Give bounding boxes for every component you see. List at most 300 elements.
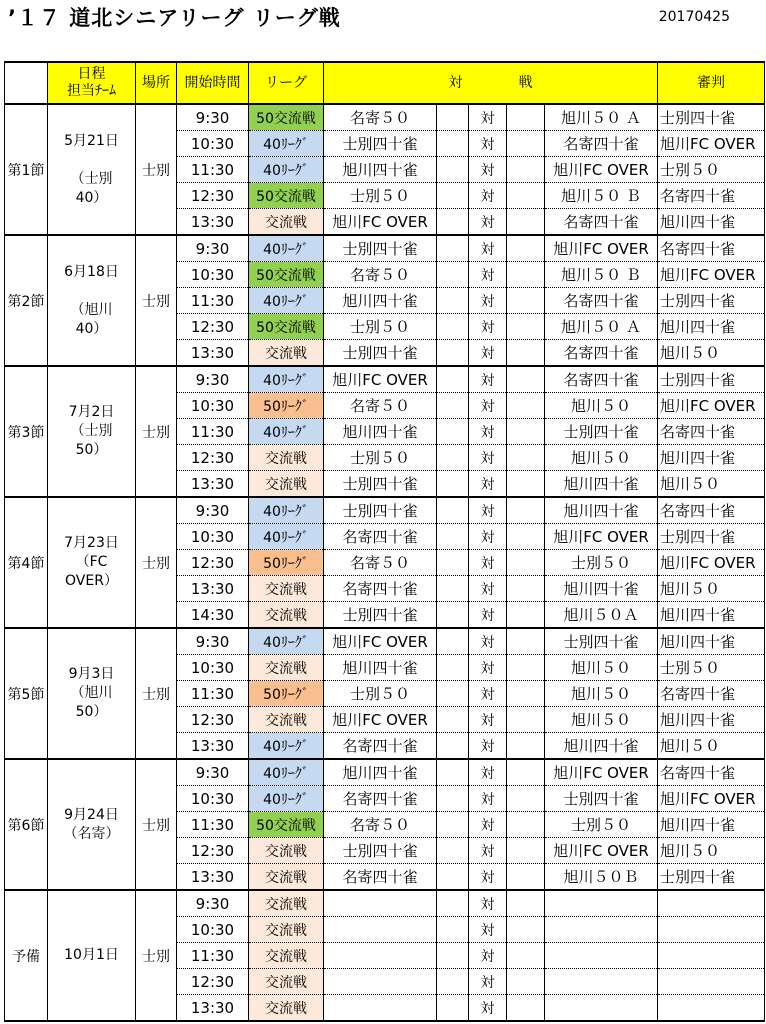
home-team — [324, 969, 437, 995]
start-time: 10:30 — [177, 524, 249, 550]
section-place: 士別 — [136, 235, 177, 366]
home-team — [324, 890, 437, 917]
referee-team: 旭川四十雀 — [658, 314, 765, 340]
section-name: 予備 — [5, 890, 48, 1021]
vs-label: 対 — [469, 681, 507, 707]
home-team: 士別四十雀 — [324, 131, 437, 157]
spacer-cell — [437, 340, 469, 367]
start-time: 10:30 — [177, 393, 249, 419]
start-time: 13:30 — [177, 995, 249, 1022]
away-team: 旭川四十雀 — [545, 471, 658, 498]
schedule-line: 40） — [75, 189, 108, 206]
spacer-cell — [437, 393, 469, 419]
page-title: ’１７ 道北シニアリーグ リーグ戦 — [8, 6, 341, 30]
schedule-line: （士別 — [70, 423, 113, 439]
home-team: 旭川四十雀 — [324, 419, 437, 445]
referee-team: 旭川FC OVER — [658, 393, 765, 419]
home-team: 名寄５０ — [324, 550, 437, 576]
spacer-cell — [437, 707, 469, 733]
start-time: 13:30 — [177, 864, 249, 891]
spacer-cell — [437, 497, 469, 524]
header-place: 場所 — [136, 62, 177, 104]
away-team: 旭川５０ Ｂ — [545, 183, 658, 209]
start-time: 10:30 — [177, 655, 249, 681]
league-type: 交流戦 — [249, 995, 324, 1022]
away-team: 旭川５０ Ａ — [545, 104, 658, 131]
vs-label: 対 — [469, 707, 507, 733]
league-type: 交流戦 — [249, 209, 324, 236]
home-team: 士別５０ — [324, 314, 437, 340]
referee-team: 旭川四十雀 — [658, 707, 765, 733]
league-type: 40ﾘｰｸﾞ — [249, 131, 324, 157]
section-name: 第2節 — [5, 235, 48, 366]
schedule-line: （名寄） — [63, 825, 120, 842]
spacer-cell — [507, 655, 545, 681]
away-team — [545, 890, 658, 917]
match-row — [5, 497, 765, 524]
spacer-cell — [507, 576, 545, 602]
league-type: 交流戦 — [249, 707, 324, 733]
referee-team — [658, 943, 765, 969]
home-team: 旭川四十雀 — [324, 288, 437, 314]
league-type: 交流戦 — [249, 602, 324, 629]
schedule-line: 9月24日 — [64, 806, 119, 823]
section-place: 士別 — [136, 759, 177, 890]
spacer-cell — [507, 786, 545, 812]
vs-label: 対 — [469, 969, 507, 995]
start-time: 9:30 — [177, 628, 249, 655]
section-name: 第1節 — [5, 104, 48, 235]
spacer-cell — [507, 969, 545, 995]
start-time: 11:30 — [177, 157, 249, 183]
schedule-line: （旭川 — [70, 685, 113, 701]
vs-label: 対 — [469, 497, 507, 524]
referee-team: 士別５０ — [658, 655, 765, 681]
document-date: 20170425 — [658, 9, 730, 25]
league-type: 交流戦 — [249, 917, 324, 943]
spacer-cell — [437, 262, 469, 288]
home-team: 旭川FC OVER — [324, 366, 437, 393]
away-team: 旭川FC OVER — [545, 759, 658, 786]
spacer-cell — [507, 104, 545, 131]
away-team: 名寄四十雀 — [545, 131, 658, 157]
schedule-line: OVER） — [65, 573, 118, 589]
referee-team: 旭川FC OVER — [658, 131, 765, 157]
home-team: 名寄５０ — [324, 393, 437, 419]
league-type: 交流戦 — [249, 340, 324, 367]
referee-team: 旭川５０ — [658, 471, 765, 498]
league-type: 交流戦 — [249, 838, 324, 864]
section-name: 第3節 — [5, 366, 48, 497]
away-team: 旭川四十雀 — [545, 497, 658, 524]
league-type: 50交流戦 — [249, 183, 324, 209]
start-time: 12:30 — [177, 838, 249, 864]
spacer-cell — [437, 838, 469, 864]
home-team: 名寄５０ — [324, 812, 437, 838]
home-team: 名寄四十雀 — [324, 733, 437, 760]
spacer-cell — [507, 890, 545, 917]
spacer-cell — [437, 890, 469, 917]
vs-label: 対 — [469, 524, 507, 550]
spacer-cell — [507, 340, 545, 367]
header-league: リーグ — [249, 62, 324, 104]
away-team: 旭川５０ Ｂ — [545, 262, 658, 288]
header-schedule-line1: 日程 — [77, 66, 106, 82]
spacer-cell — [437, 471, 469, 498]
spacer-cell — [437, 131, 469, 157]
vs-label: 対 — [469, 602, 507, 629]
spacer-cell — [437, 550, 469, 576]
spacer-cell — [437, 445, 469, 471]
away-team: 旭川FC OVER — [545, 235, 658, 262]
spacer-cell — [437, 288, 469, 314]
home-team: 士別５０ — [324, 183, 437, 209]
away-team: 旭川５０ — [545, 655, 658, 681]
start-time: 9:30 — [177, 759, 249, 786]
referee-team: 旭川FC OVER — [658, 262, 765, 288]
spacer-cell — [437, 628, 469, 655]
section-schedule — [48, 366, 136, 497]
schedule-line: （FC — [75, 554, 108, 570]
spacer-cell — [507, 602, 545, 629]
away-team: 旭川５０ Ａ — [545, 314, 658, 340]
vs-label: 対 — [469, 550, 507, 576]
referee-team: 旭川四十雀 — [658, 812, 765, 838]
league-type: 50交流戦 — [249, 812, 324, 838]
start-time: 9:30 — [177, 104, 249, 131]
referee-team: 旭川FC OVER — [658, 550, 765, 576]
schedule-line: 50） — [75, 704, 108, 720]
section-schedule — [48, 890, 136, 1021]
home-team: 士別５０ — [324, 445, 437, 471]
league-type: 交流戦 — [249, 864, 324, 891]
spacer-cell — [507, 550, 545, 576]
home-team: 旭川FC OVER — [324, 707, 437, 733]
away-team — [545, 969, 658, 995]
schedule-line: 50） — [75, 442, 108, 458]
away-team — [545, 995, 658, 1022]
schedule-line: 7月23日 — [64, 535, 119, 551]
home-team: 士別四十雀 — [324, 602, 437, 629]
start-time: 13:30 — [177, 471, 249, 498]
spacer-cell — [437, 419, 469, 445]
spacer-cell — [437, 995, 469, 1022]
start-time: 10:30 — [177, 786, 249, 812]
league-type: 交流戦 — [249, 445, 324, 471]
match-row — [5, 366, 765, 393]
home-team — [324, 995, 437, 1022]
home-team: 名寄四十雀 — [324, 786, 437, 812]
vs-label: 対 — [469, 812, 507, 838]
spacer-cell — [507, 917, 545, 943]
away-team: 旭川FC OVER — [545, 157, 658, 183]
league-type: 40ﾘｰｸﾞ — [249, 157, 324, 183]
referee-team: 士別四十雀 — [658, 104, 765, 131]
vs-label: 対 — [469, 340, 507, 367]
spacer-cell — [507, 419, 545, 445]
away-team: 士別四十雀 — [545, 786, 658, 812]
section-schedule — [48, 759, 136, 890]
referee-team: 旭川５０ — [658, 838, 765, 864]
home-team: 士別四十雀 — [324, 235, 437, 262]
league-type: 50ﾘｰｸﾞ — [249, 550, 324, 576]
header-schedule-line2: 担当ﾁｰﾑ — [67, 83, 116, 99]
home-team: 旭川FC OVER — [324, 628, 437, 655]
vs-label: 対 — [469, 104, 507, 131]
start-time: 13:30 — [177, 209, 249, 236]
header-start-time: 開始時間 — [177, 62, 249, 104]
start-time: 12:30 — [177, 550, 249, 576]
spacer-cell — [507, 812, 545, 838]
away-team: 名寄四十雀 — [545, 209, 658, 236]
schedule-line: 7月2日 — [68, 404, 115, 420]
section-schedule — [48, 628, 136, 759]
spacer-cell — [507, 759, 545, 786]
league-type: 交流戦 — [249, 943, 324, 969]
match-row — [5, 759, 765, 786]
league-type: 50交流戦 — [249, 104, 324, 131]
league-type: 50交流戦 — [249, 314, 324, 340]
schedule-line: 9月3日 — [68, 666, 115, 682]
spacer-cell — [437, 209, 469, 236]
start-time: 11:30 — [177, 681, 249, 707]
referee-team: 士別５０ — [658, 157, 765, 183]
vs-label: 対 — [469, 393, 507, 419]
home-team: 士別四十雀 — [324, 838, 437, 864]
away-team: 旭川FC OVER — [545, 838, 658, 864]
home-team: 士別５０ — [324, 681, 437, 707]
spacer-cell — [507, 209, 545, 236]
away-team: 士別５０ — [545, 812, 658, 838]
spacer-cell — [507, 183, 545, 209]
spacer-cell — [437, 576, 469, 602]
league-type: 40ﾘｰｸﾞ — [249, 497, 324, 524]
match-row — [5, 104, 765, 131]
away-team: 旭川５０ — [545, 445, 658, 471]
section-place: 士別 — [136, 497, 177, 628]
away-team: 旭川５０ — [545, 707, 658, 733]
spacer-cell — [507, 524, 545, 550]
spacer-cell — [437, 786, 469, 812]
vs-label: 対 — [469, 471, 507, 498]
spacer-cell — [437, 943, 469, 969]
home-team: 名寄四十雀 — [324, 576, 437, 602]
away-team — [545, 917, 658, 943]
vs-label: 対 — [469, 655, 507, 681]
referee-team: 旭川５０ — [658, 576, 765, 602]
start-time: 10:30 — [177, 917, 249, 943]
spacer-cell — [507, 131, 545, 157]
referee-team: 旭川四十雀 — [658, 209, 765, 236]
league-type: 交流戦 — [249, 576, 324, 602]
away-team: 旭川四十雀 — [545, 576, 658, 602]
referee-team — [658, 995, 765, 1022]
header-schedule — [48, 62, 136, 104]
schedule-line: （旭川 — [70, 301, 113, 318]
vs-label: 対 — [469, 183, 507, 209]
vs-label: 対 — [469, 262, 507, 288]
start-time: 10:30 — [177, 131, 249, 157]
league-type: 40ﾘｰｸﾞ — [249, 759, 324, 786]
start-time: 13:30 — [177, 340, 249, 367]
start-time: 12:30 — [177, 707, 249, 733]
league-type: 40ﾘｰｸﾞ — [249, 524, 324, 550]
start-time: 9:30 — [177, 235, 249, 262]
spacer-cell — [507, 445, 545, 471]
section-name: 第5節 — [5, 628, 48, 759]
vs-label: 対 — [469, 131, 507, 157]
referee-team: 旭川四十雀 — [658, 445, 765, 471]
league-type: 40ﾘｰｸﾞ — [249, 628, 324, 655]
section-name: 第4節 — [5, 497, 48, 628]
start-time: 13:30 — [177, 576, 249, 602]
schedule-line — [48, 151, 135, 170]
home-team: 名寄四十雀 — [324, 864, 437, 891]
spacer-cell — [437, 759, 469, 786]
vs-label: 対 — [469, 838, 507, 864]
vs-label: 対 — [469, 314, 507, 340]
spacer-cell — [507, 366, 545, 393]
spacer-cell — [437, 104, 469, 131]
vs-label: 対 — [469, 366, 507, 393]
league-type: 40ﾘｰｸﾞ — [249, 733, 324, 760]
league-type: 50ﾘｰｸﾞ — [249, 681, 324, 707]
spacer-cell — [507, 733, 545, 760]
spacer-cell — [507, 471, 545, 498]
home-team: 旭川四十雀 — [324, 157, 437, 183]
spacer-cell — [437, 812, 469, 838]
away-team: 士別５０ — [545, 550, 658, 576]
referee-team — [658, 969, 765, 995]
spacer-cell — [437, 681, 469, 707]
vs-label: 対 — [469, 917, 507, 943]
away-team: 旭川FC OVER — [545, 524, 658, 550]
spacer-cell — [437, 314, 469, 340]
league-type: 40ﾘｰｸﾞ — [249, 288, 324, 314]
away-team: 旭川５０Ａ — [545, 602, 658, 629]
referee-team: 旭川５０ — [658, 733, 765, 760]
start-time: 11:30 — [177, 943, 249, 969]
header-row — [5, 62, 765, 104]
referee-team: 士別四十雀 — [658, 864, 765, 891]
referee-team: 名寄四十雀 — [658, 183, 765, 209]
home-team — [324, 917, 437, 943]
league-type: 交流戦 — [249, 969, 324, 995]
start-time: 9:30 — [177, 890, 249, 917]
spacer-cell — [507, 288, 545, 314]
vs-label: 対 — [469, 628, 507, 655]
section-place: 士別 — [136, 104, 177, 235]
schedule-body — [5, 104, 765, 1021]
start-time: 9:30 — [177, 366, 249, 393]
vs-label: 対 — [469, 576, 507, 602]
match-row — [5, 235, 765, 262]
away-team: 旭川５０ — [545, 681, 658, 707]
league-type: 40ﾘｰｸﾞ — [249, 419, 324, 445]
league-type: 交流戦 — [249, 655, 324, 681]
referee-team — [658, 917, 765, 943]
section-place: 士別 — [136, 628, 177, 759]
referee-team: 士別四十雀 — [658, 366, 765, 393]
header-referee: 審判 — [658, 62, 765, 104]
header-section — [5, 62, 48, 104]
spacer-cell — [437, 602, 469, 629]
away-team: 旭川５０ — [545, 393, 658, 419]
start-time: 11:30 — [177, 812, 249, 838]
referee-team: 士別四十雀 — [658, 524, 765, 550]
schedule-table — [4, 61, 765, 1022]
away-team: 名寄四十雀 — [545, 288, 658, 314]
vs-label: 対 — [469, 864, 507, 891]
away-team: 旭川四十雀 — [545, 733, 658, 760]
spacer-cell — [437, 969, 469, 995]
vs-label: 対 — [469, 759, 507, 786]
vs-label: 対 — [469, 209, 507, 236]
spacer-cell — [507, 995, 545, 1022]
vs-label: 対 — [469, 235, 507, 262]
schedule-line: （士別 — [70, 170, 113, 187]
schedule-line: 5月21日 — [64, 132, 119, 149]
referee-team: 名寄四十雀 — [658, 497, 765, 524]
spacer-cell — [507, 864, 545, 891]
referee-team: 旭川５０ — [658, 340, 765, 367]
away-team: 名寄四十雀 — [545, 366, 658, 393]
section-schedule — [48, 235, 136, 366]
vs-label: 対 — [469, 445, 507, 471]
referee-team: 名寄四十雀 — [658, 419, 765, 445]
vs-label: 対 — [469, 890, 507, 917]
spacer-cell — [507, 497, 545, 524]
start-time: 12:30 — [177, 445, 249, 471]
league-type: 40ﾘｰｸﾞ — [249, 786, 324, 812]
header-match: 対 戦 — [324, 62, 658, 104]
schedule-line — [48, 282, 135, 301]
league-type: 40ﾘｰｸﾞ — [249, 366, 324, 393]
section-place: 士別 — [136, 890, 177, 1021]
section-schedule — [48, 104, 136, 235]
spacer-cell — [437, 235, 469, 262]
spacer-cell — [437, 366, 469, 393]
schedule-line: 40） — [75, 320, 108, 337]
vs-label: 対 — [469, 733, 507, 760]
referee-team: 名寄四十雀 — [658, 681, 765, 707]
spacer-cell — [507, 681, 545, 707]
home-team: 名寄５０ — [324, 104, 437, 131]
spacer-cell — [437, 733, 469, 760]
spacer-cell — [437, 183, 469, 209]
schedule-line: 10月1日 — [64, 947, 119, 963]
home-team: 旭川四十雀 — [324, 655, 437, 681]
spacer-cell — [437, 864, 469, 891]
home-team: 士別四十雀 — [324, 340, 437, 367]
vs-label: 対 — [469, 419, 507, 445]
league-type: 交流戦 — [249, 890, 324, 917]
section-schedule — [48, 497, 136, 628]
league-type: 50交流戦 — [249, 262, 324, 288]
away-team: 名寄四十雀 — [545, 340, 658, 367]
start-time: 12:30 — [177, 183, 249, 209]
league-type: 交流戦 — [249, 471, 324, 498]
start-time: 10:30 — [177, 262, 249, 288]
section-place: 士別 — [136, 366, 177, 497]
start-time: 11:30 — [177, 419, 249, 445]
home-team: 旭川FC OVER — [324, 209, 437, 236]
vs-label: 対 — [469, 157, 507, 183]
vs-label: 対 — [469, 288, 507, 314]
spacer-cell — [437, 524, 469, 550]
referee-team: 旭川四十雀 — [658, 602, 765, 629]
referee-team: 士別四十雀 — [658, 288, 765, 314]
